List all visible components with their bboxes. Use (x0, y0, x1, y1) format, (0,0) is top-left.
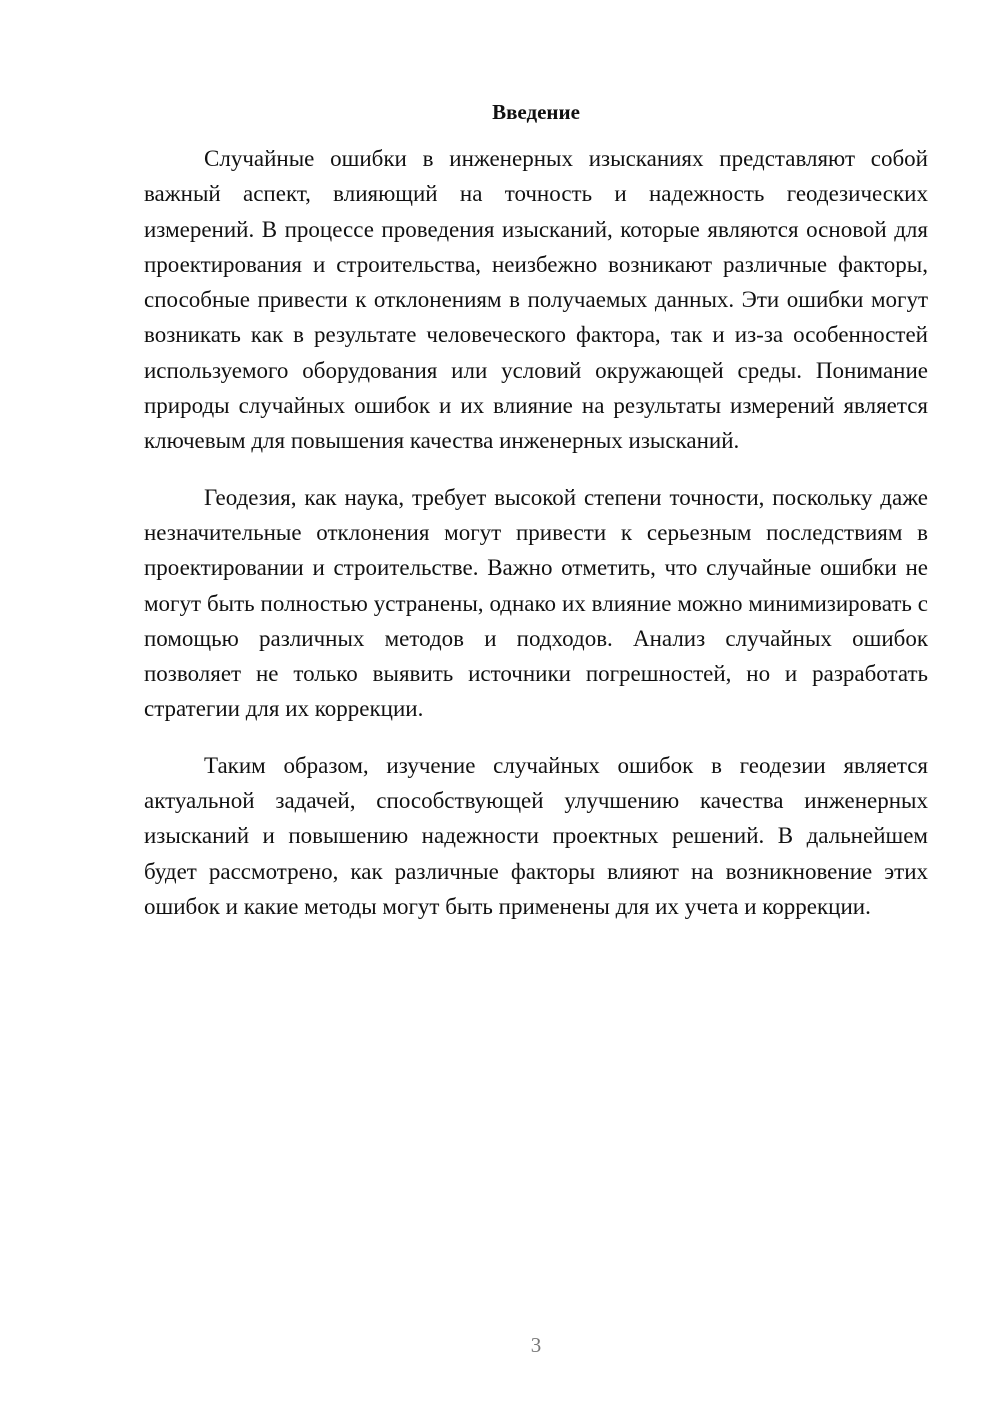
section-title: Введение (492, 100, 580, 124)
page-number: 3 (530, 1333, 542, 1357)
paragraph-1: Случайные ошибки в инженерных изысканиях представляют собой важный аспект, влияющий на точность и надежность геодезических измерений. В процессе проведения изысканий, которые являются основой для проектирования и строительства, неизбежно возникают различные факторы, способные привести к отклонениям в получаемых данных. Эти ошибки могут возникать как в результате человеческого фактора, так и из-за особенностей используемого оборудования или условий окружающей среды. Понимание природы случайных ошибок и их влияние на результаты измерений является ключевым для повышения качества инженерных изысканий. (144, 146, 928, 454)
paragraph-3: Таким образом, изучение случайных ошибок в геодезии является актуальной задачей, способствующей улучшению качества инженерных изысканий и повышению надежности проектных решений. В дальнейшем будет рассмотрено, как различные факторы влияют на возникновение этих ошибок и какие методы могут быть применены для их учета и коррекции. (144, 752, 928, 919)
paragraph-2: Геодезия, как наука, требует высокой степени точности, поскольку даже незначительные отклонения могут привести к серьезным последствиям в проектировании и строительстве. Важно отметить, что случайные ошибки не могут быть полностью устранены, однако их влияние можно минимизировать с помощью различных методов и подходов. Анализ случайных ошибок позволяет не только выявить источники погрешностей, но и разработать стратегии для их коррекции. (144, 484, 928, 722)
page-content (144, 96, 928, 945)
